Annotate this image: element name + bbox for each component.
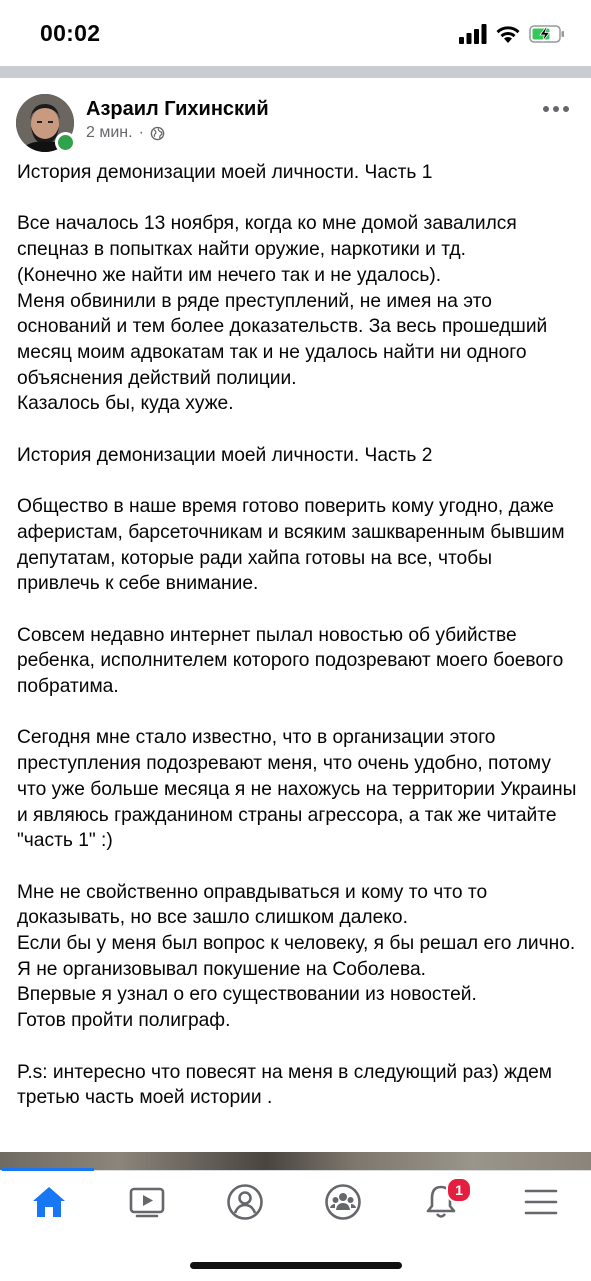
wifi-icon	[495, 24, 521, 44]
dot-icon	[553, 106, 559, 112]
post-meta	[86, 124, 165, 142]
tab-profile[interactable]	[196, 1171, 294, 1233]
active-tab-indicator	[2, 1168, 94, 1171]
post-card	[0, 78, 591, 1152]
post-time[interactable]: 2 мин.	[86, 124, 133, 141]
profile-icon	[226, 1183, 264, 1221]
home-indicator	[190, 1262, 402, 1269]
meta-separator: ·	[138, 124, 144, 141]
tab-home[interactable]	[0, 1171, 98, 1233]
post-paragraph: Все началось 13 ноября, когда ко мне домой завалился спецназ в попытках найти оружие, наркотики и тд. (Конечно же найти им нечего так и не удалось). Меня обвинили в ряде преступлений, не имея на это оснований и тем более доказательств. За весь прошедший месяц моим адвокатам так и не удалось найти ни одного объяснения действий полиции. Казалось бы, куда хуже.	[17, 213, 548, 415]
cellular-signal-icon	[459, 24, 487, 44]
video-icon	[129, 1186, 165, 1218]
online-status-dot	[55, 132, 76, 153]
home-icon	[31, 1185, 67, 1219]
post-paragraph: История демонизации моей личности. Часть 1	[17, 162, 433, 183]
status-icons	[459, 24, 565, 44]
globe-icon	[150, 126, 165, 141]
tab-notifications[interactable]	[392, 1171, 490, 1233]
feed-separator	[0, 66, 591, 78]
post-paragraph: Общество в наше время готово поверить кому угодно, даже аферистам, барсеточникам и всяким зашкваренным бывшим депутатам, которые ради хайпа готовы на все, чтобы привлечь к себе внимание.	[17, 496, 565, 595]
tab-watch[interactable]	[98, 1171, 196, 1233]
status-time: 00:02	[40, 20, 101, 46]
notification-badge: 1	[446, 1177, 472, 1203]
post-paragraph: P.s: интересно что повесят на меня в следующий раз) ждем третью часть моей истории .	[17, 1061, 552, 1109]
groups-icon	[324, 1183, 362, 1221]
author-name[interactable]: Азраил Гихинский	[86, 98, 269, 120]
more-options-button[interactable]	[543, 102, 573, 116]
post-paragraph: Сегодня мне стало известно, что в организации этого преступления подозревают меня, что очень удобно, потому что уже больше месяца я не нахожусь на территории Украины и являюсь гражданином страны агрессора, а так же читайте "часть 1" :)	[17, 727, 577, 852]
tab-groups[interactable]	[294, 1171, 392, 1233]
dot-icon	[543, 106, 549, 112]
post-paragraph: Мне не свойственно оправдываться и кому то что то доказывать, но все зашло слишком далеко. Если бы у меня был вопрос к человеку, я бы решал его лично. Я не организовывал покушение на Соболева. Впервые я узнал о его существовании из новостей. Готов пройти полиграф.	[17, 881, 576, 1032]
status-bar	[0, 0, 591, 64]
post-paragraph: История демонизации моей личности. Часть 2	[17, 444, 433, 466]
post-text	[17, 160, 577, 1137]
tab-menu[interactable]	[492, 1171, 590, 1233]
post-paragraph: Совсем недавно интернет пылал новостью об убийстве ребенка, исполнителем которого подозревают моего боевого побратима.	[17, 624, 564, 697]
hamburger-menu-icon	[524, 1188, 558, 1216]
battery-charging-icon	[529, 24, 565, 44]
dot-icon	[563, 106, 569, 112]
